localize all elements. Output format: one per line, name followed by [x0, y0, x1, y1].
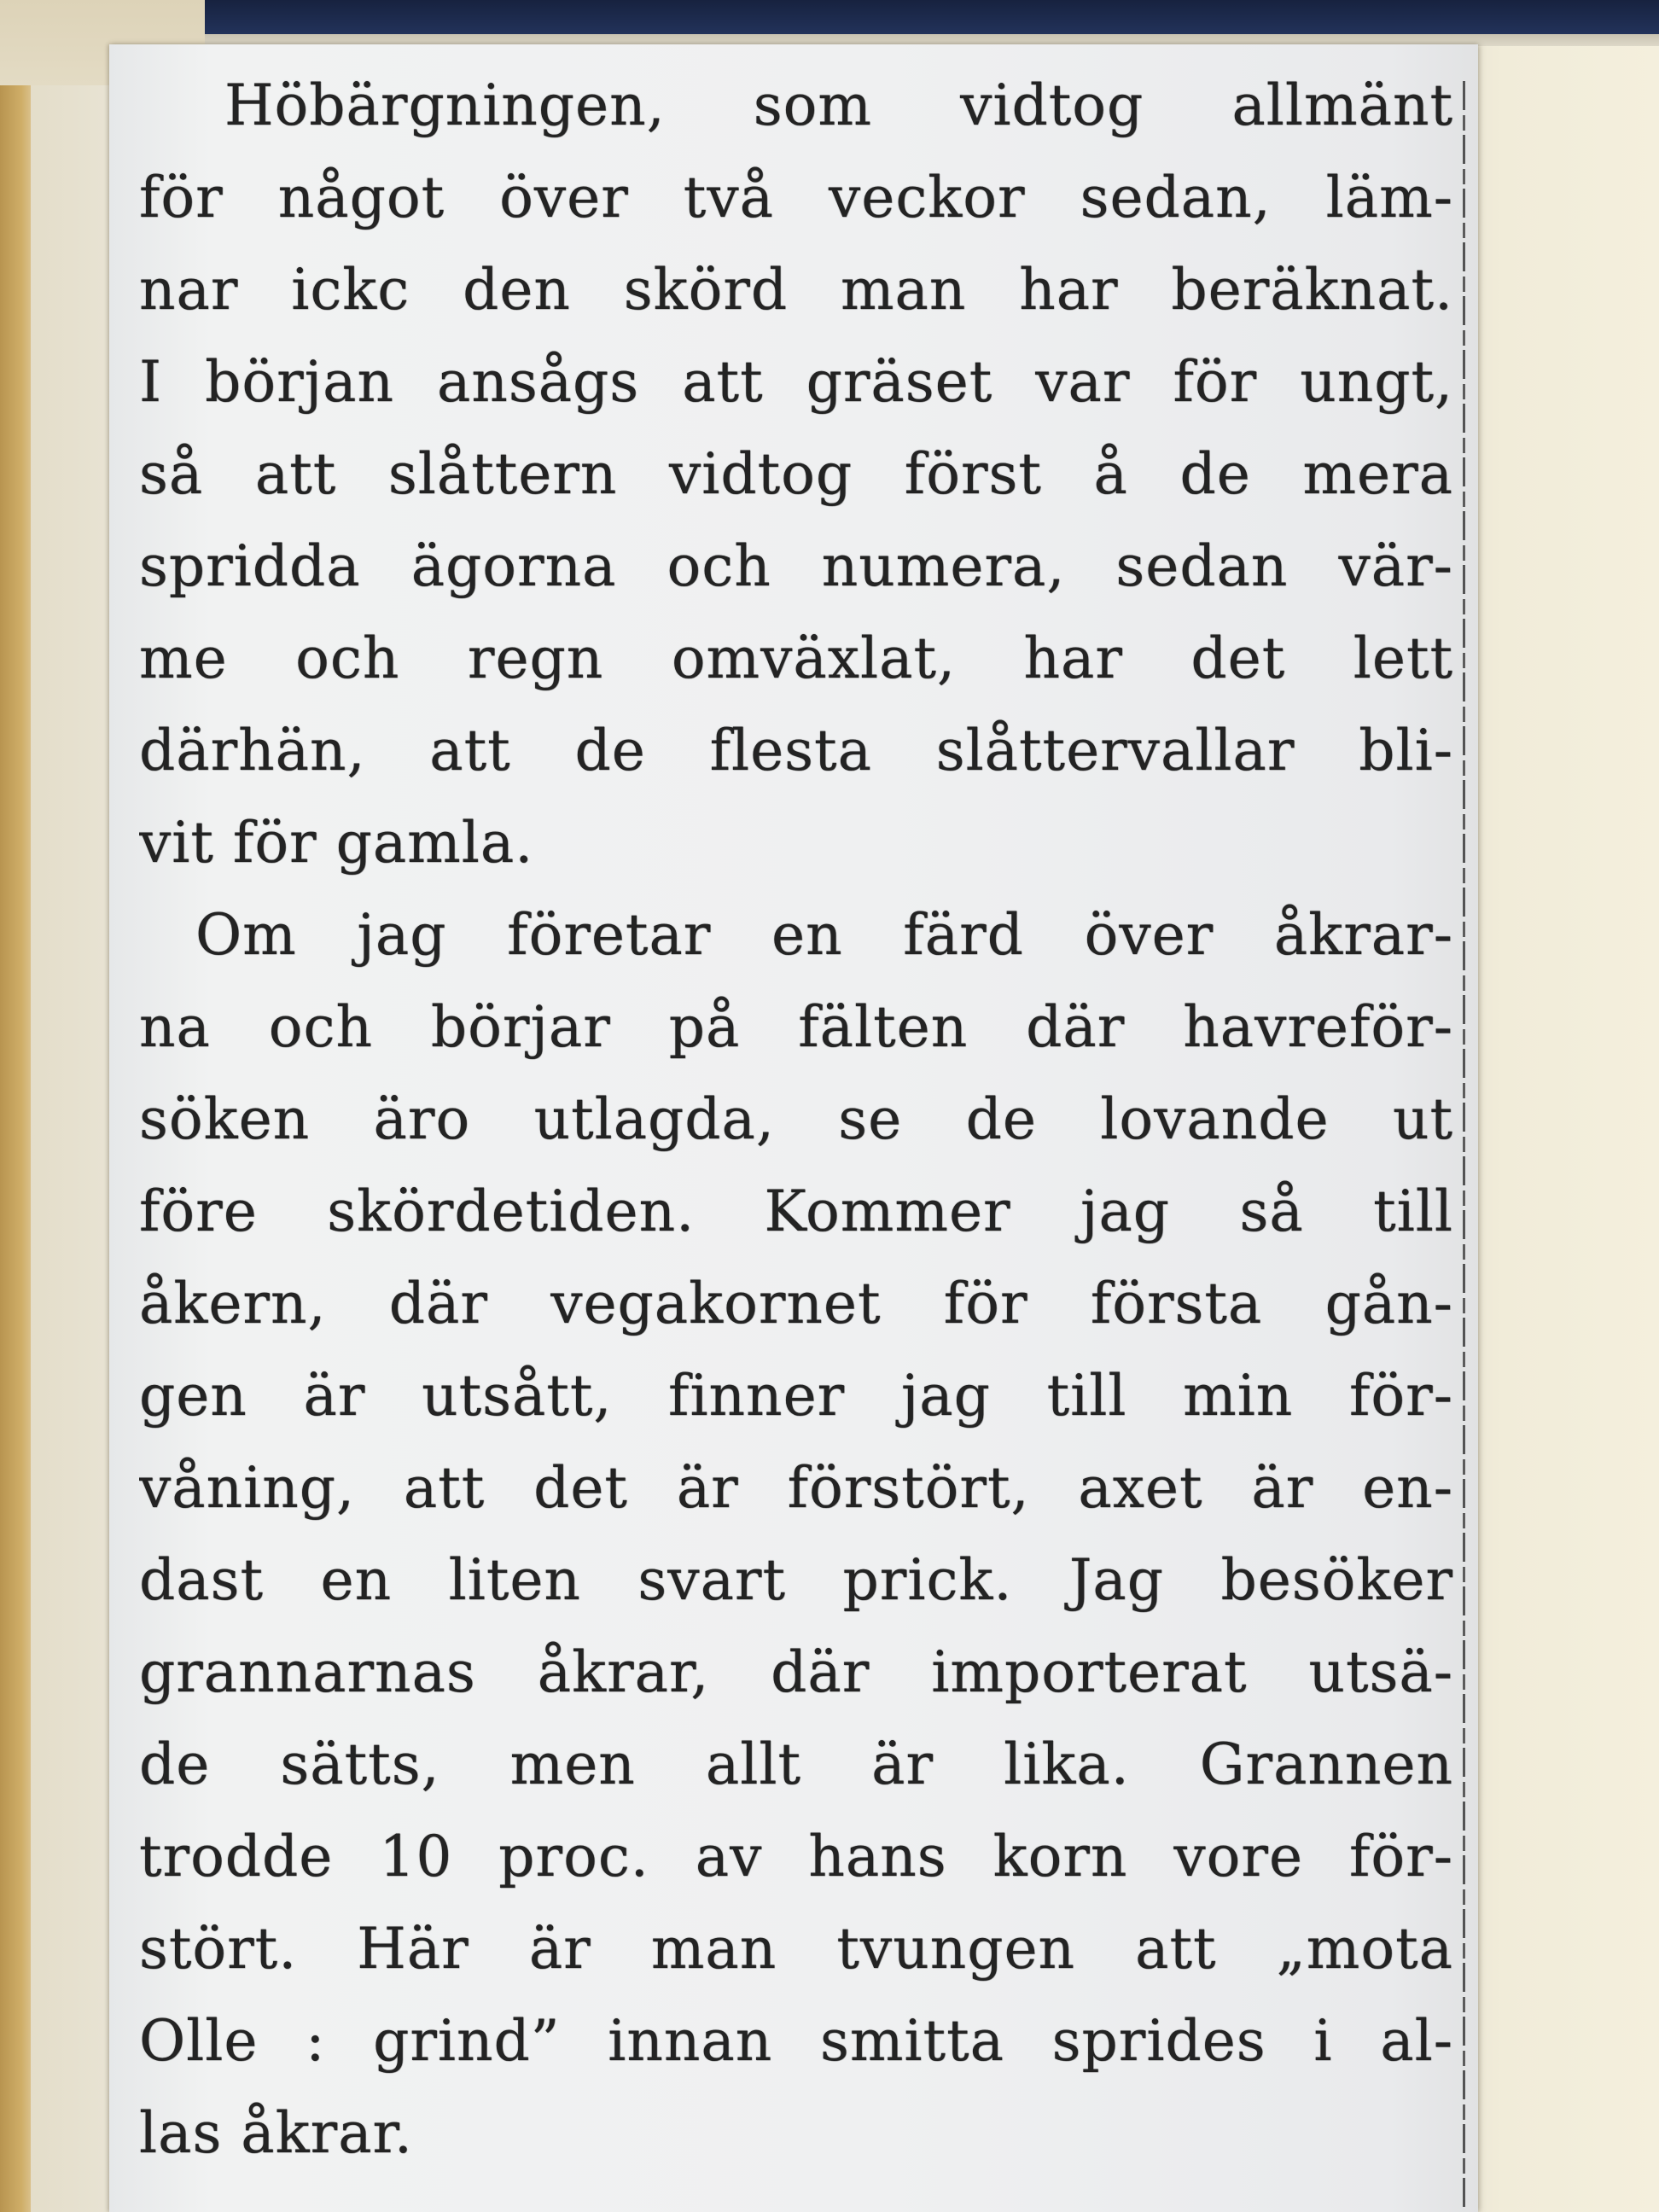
text-line: dast en liten svart prick. Jag besöker	[139, 1547, 1453, 1613]
text-line: för något över två veckor sedan, läm-	[139, 165, 1453, 230]
text-line: före skördetiden. Kommer jag så till	[139, 1179, 1453, 1244]
text-line: las åkrar.	[139, 2100, 413, 2166]
text-line: de sätts, men allt är lika. Grannen	[139, 1732, 1453, 1797]
left-edge-strip	[0, 85, 31, 2212]
text-line: åkern, där vegakornet för första gån-	[139, 1271, 1453, 1336]
text-line: nar ickc den skörd man har beräknat.	[139, 257, 1453, 323]
paragraph	[139, 889, 1453, 2180]
text-line: våning, att det är förstört, axet är en-	[139, 1455, 1453, 1521]
text-line: trodde 10 proc. av hans korn vore för-	[139, 1824, 1453, 1889]
column-rule	[1463, 81, 1465, 2212]
text-line: så att slåttern vidtog först å de mera	[139, 441, 1453, 507]
text-line: därhän, att de flesta slåttervallar bli-	[139, 718, 1453, 783]
text-line: I början ansågs att gräset var för ungt,	[139, 349, 1453, 415]
text-line: Om jag företar en färd över åkrar-	[195, 902, 1453, 968]
text-line: grannarnas åkrar, där importerat utsä-	[139, 1639, 1453, 1705]
text-line: vit för gamla.	[139, 810, 534, 876]
text-line: na och börjar på fälten där havreför-	[139, 994, 1453, 1060]
text-line: Höbärgningen, som vidtog allmänt	[224, 73, 1453, 138]
paragraph	[139, 60, 1453, 889]
text-line: söken äro utlagda, se de lovande ut	[139, 1086, 1453, 1152]
text-line: me och regn omväxlat, har det lett	[139, 626, 1453, 691]
text-line: gen är utsått, finner jag till min för-	[139, 1363, 1453, 1429]
text-line: spridda ägorna och numera, sedan vär-	[139, 533, 1453, 599]
text-line: stört. Här är man tvungen att „mota	[139, 1916, 1453, 1982]
article-text	[139, 60, 1453, 2180]
top-binding-strip	[205, 0, 1659, 34]
text-line: Olle : grind” innan smitta sprides i al-	[139, 2008, 1453, 2074]
